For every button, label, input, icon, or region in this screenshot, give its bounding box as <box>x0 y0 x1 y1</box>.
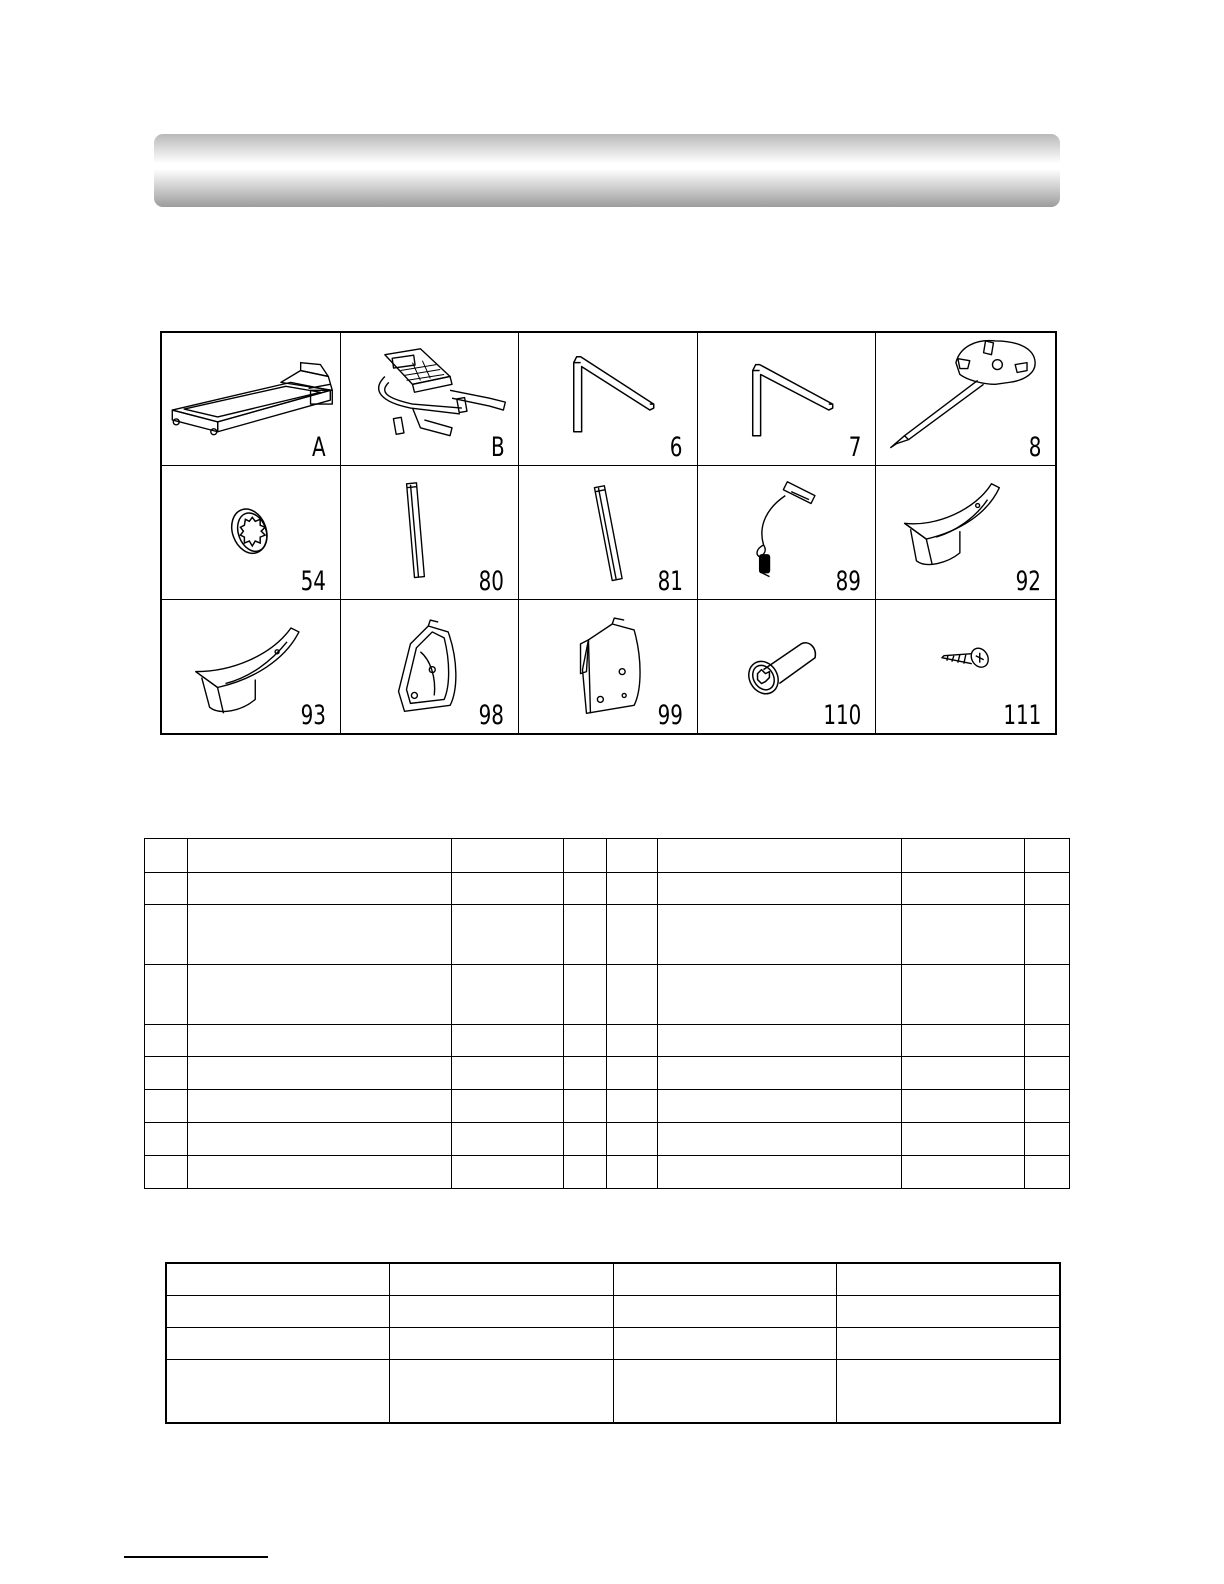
part-cell-54 <box>162 466 341 599</box>
part-cell-6 <box>519 333 698 466</box>
footnote-rule <box>124 1556 268 1558</box>
parts-illustration-grid <box>160 331 1057 735</box>
part-label: 7 <box>848 432 862 464</box>
part-cell-b <box>341 333 520 466</box>
parts-list-table <box>144 838 1070 1189</box>
part-label: B <box>490 432 505 464</box>
table-row <box>145 965 1070 1025</box>
part-cell-81 <box>519 466 698 599</box>
part-cell-93 <box>162 600 341 733</box>
part-label: 54 <box>300 565 326 597</box>
part-cell-111 <box>876 600 1055 733</box>
part-label: 98 <box>478 699 505 731</box>
table-row <box>145 1156 1070 1189</box>
specification-table <box>165 1262 1061 1424</box>
part-cell-8 <box>876 333 1055 466</box>
part-label: 99 <box>657 699 683 731</box>
table-row <box>145 1025 1070 1057</box>
section-header-banner <box>154 134 1060 207</box>
part-cell-7 <box>698 333 877 466</box>
part-label: 110 <box>823 699 862 731</box>
table-row <box>166 1263 1060 1295</box>
part-label: 89 <box>836 565 862 597</box>
part-label: 80 <box>478 565 505 597</box>
part-cell-99 <box>519 600 698 733</box>
part-cell-92 <box>876 466 1055 599</box>
part-label: 93 <box>300 699 326 731</box>
table-row <box>145 839 1070 873</box>
part-cell-a <box>162 333 341 466</box>
table-row <box>145 873 1070 905</box>
table-row <box>145 1090 1070 1123</box>
table-row <box>145 905 1070 965</box>
table-row <box>145 1057 1070 1090</box>
part-label: A <box>311 432 326 464</box>
part-label: 6 <box>670 432 683 464</box>
table-row <box>166 1295 1060 1327</box>
table-row <box>166 1327 1060 1359</box>
part-label: 81 <box>657 565 683 597</box>
part-cell-89 <box>698 466 877 599</box>
table-row <box>145 1123 1070 1156</box>
part-cell-98 <box>341 600 520 733</box>
part-cell-80 <box>341 466 520 599</box>
part-cell-110 <box>698 600 877 733</box>
part-label: 92 <box>1015 565 1041 597</box>
part-label: 8 <box>1028 432 1041 464</box>
table-row <box>166 1359 1060 1423</box>
part-label: 111 <box>1002 699 1041 731</box>
